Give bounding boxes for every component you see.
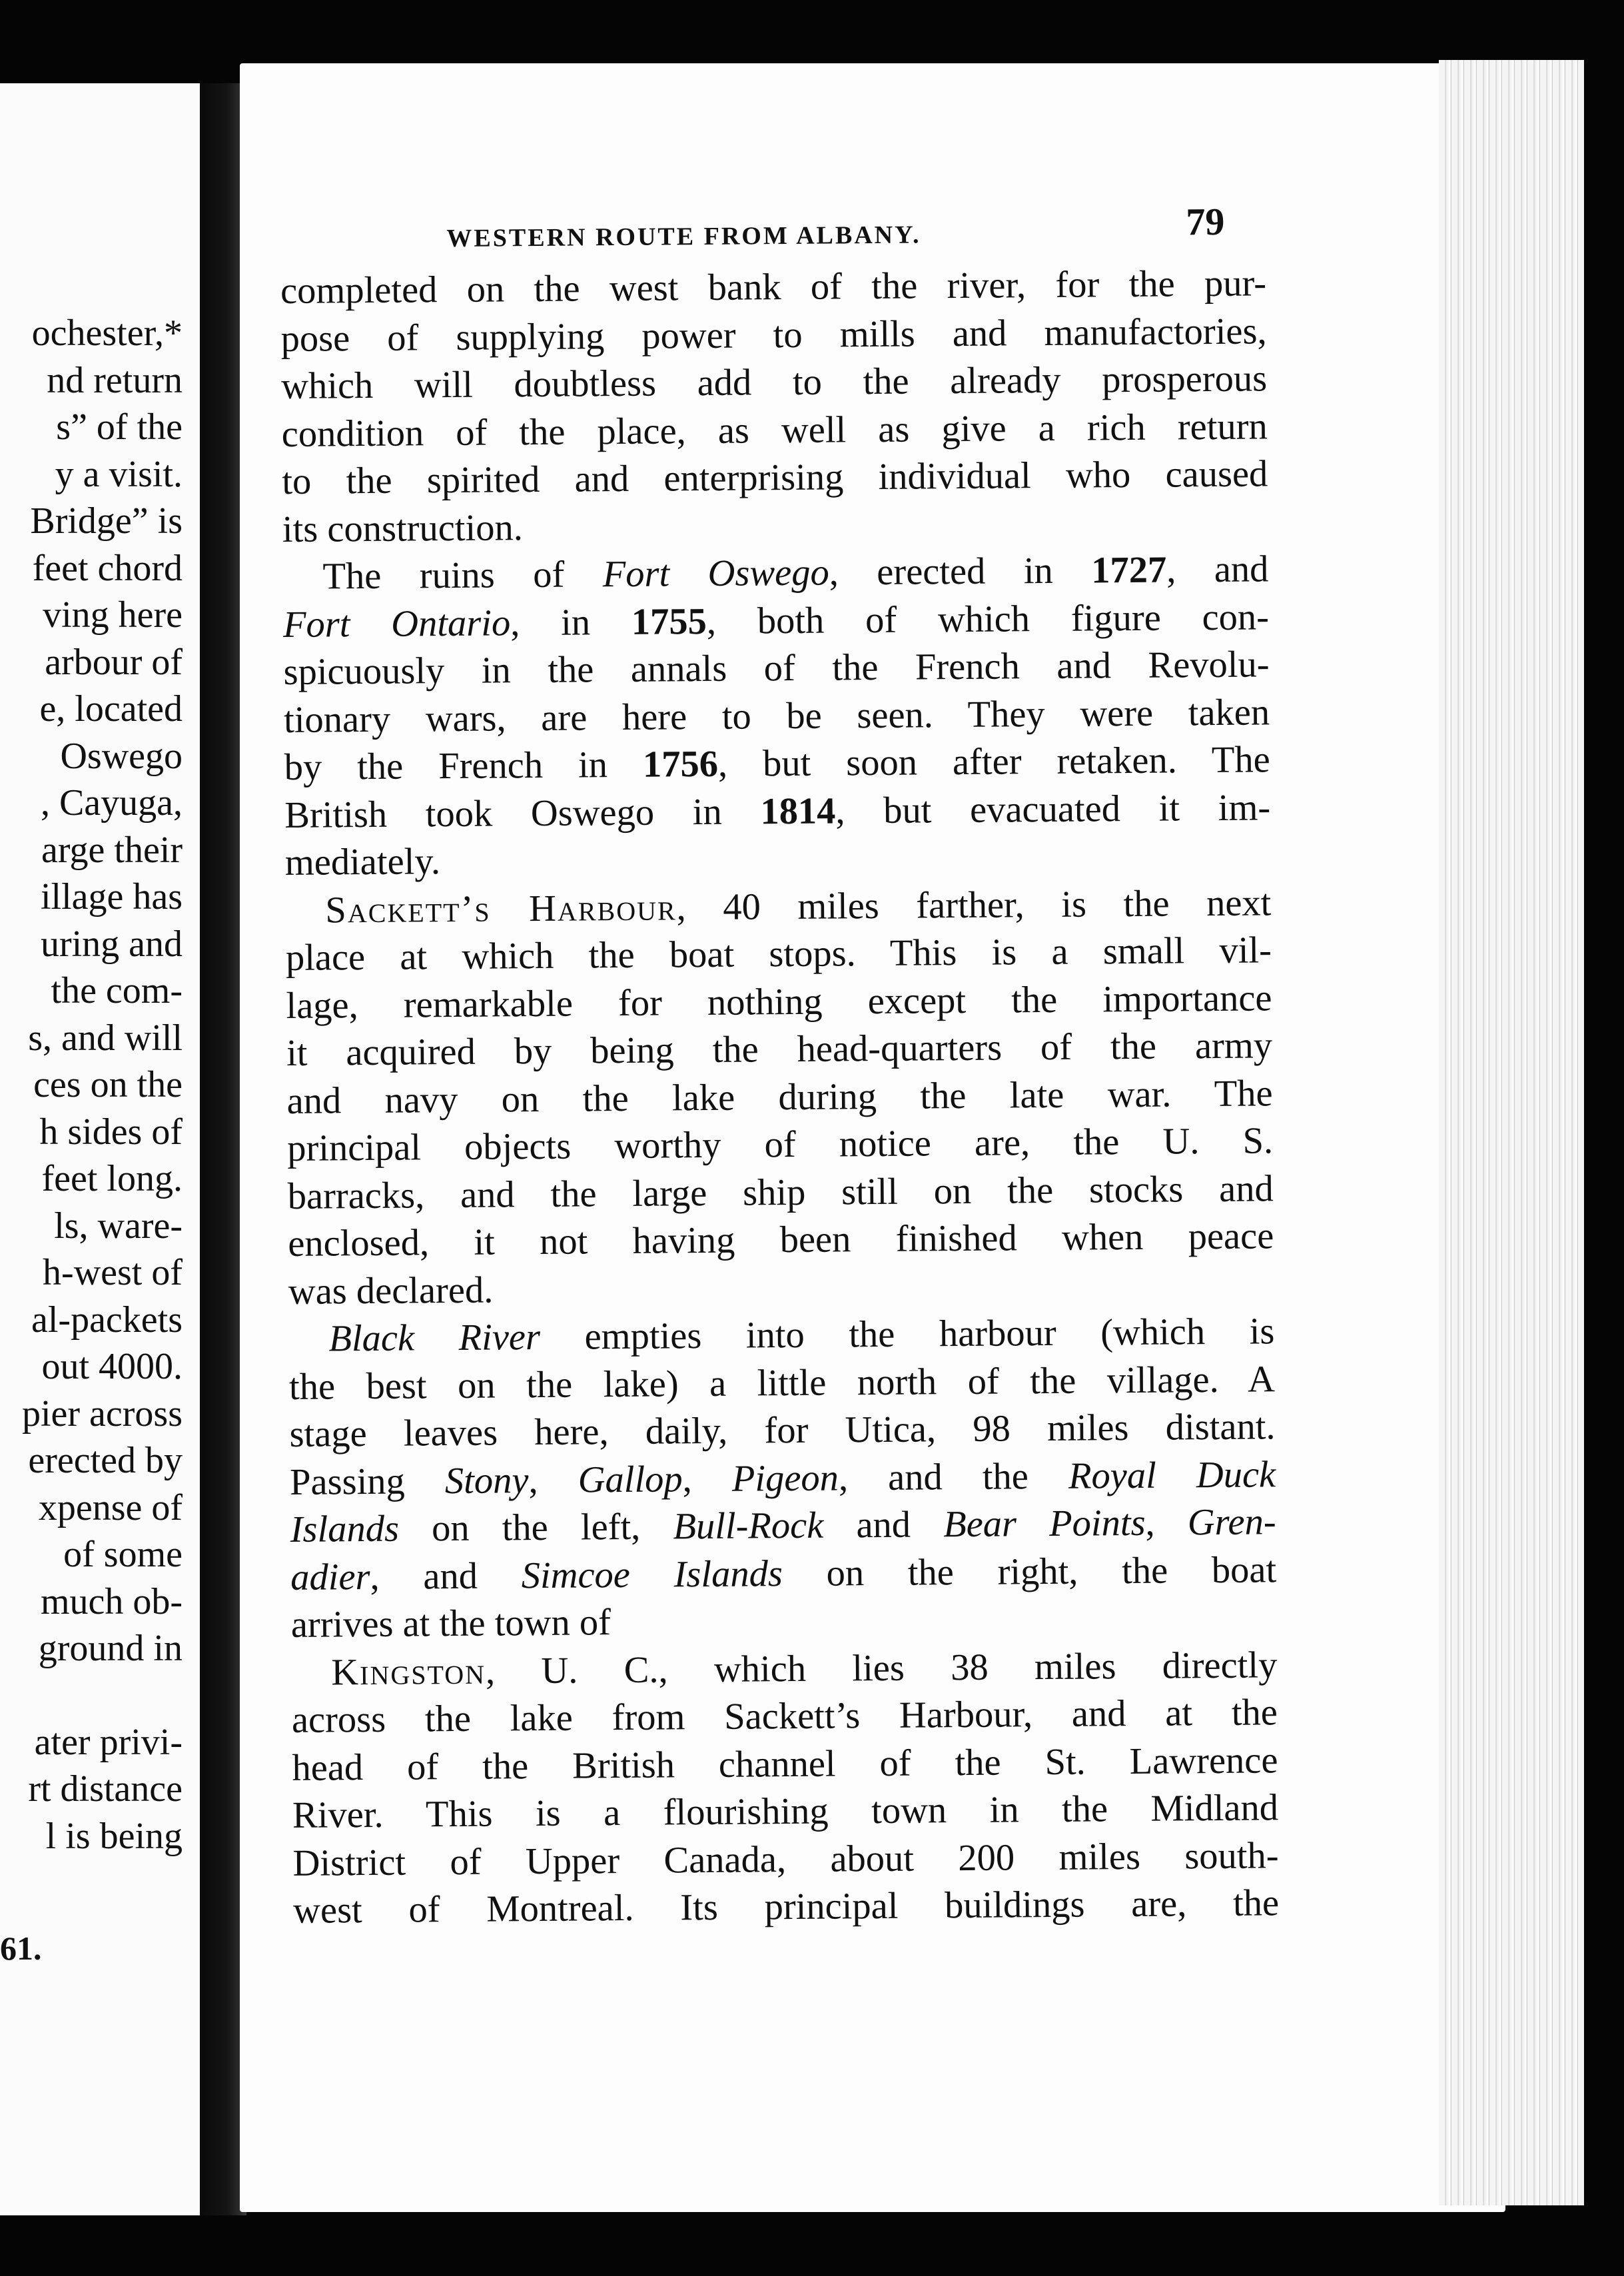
text-line: tionary wars, are here to be seen. They were taken (283, 691, 1270, 741)
left-page-text (0, 310, 183, 1860)
text-line: stage leaves here, daily, for Utica, 98 miles distant. (289, 1406, 1276, 1455)
left-line: illage has (40, 876, 183, 917)
left-line: xpense of (38, 1486, 183, 1528)
text-line: it acquired by being the head-quarters of the army (286, 1025, 1273, 1074)
paragraph-4 (288, 1308, 1277, 1649)
left-line: the com- (51, 970, 183, 1011)
text-line: place at which the boat stops. This is a small vil- (285, 929, 1272, 979)
text-line: principal objects worthy of notice are, the U. S. (286, 1120, 1274, 1169)
left-line: ochester,* (31, 312, 183, 354)
place-name: Kingston (331, 1650, 486, 1693)
text-line: Fort Ontario, in 1755, both of which figure con- (282, 596, 1270, 646)
paragraph-2 (282, 546, 1271, 887)
page-number: 79 (1186, 199, 1225, 244)
left-line: Oswego (60, 735, 183, 777)
text-line: Passing Stony, Gallop, Pigeon, and the Royal Duck (289, 1453, 1276, 1503)
text-line: lage, remarkable for nothing except the importance (286, 977, 1272, 1027)
left-line: s” of the (56, 406, 183, 448)
left-line: ground in (38, 1628, 183, 1669)
text-line: head of the British channel of the St. Lawrence (292, 1739, 1278, 1789)
left-line: ater privi- (34, 1721, 183, 1763)
text-line: adier, and Simcoe Islands on the right, the boat (290, 1548, 1277, 1598)
left-line: feet chord (32, 547, 183, 589)
text-line: River. This is a flourishing town in the Midland (292, 1787, 1279, 1836)
text-line: enclosed, it not having been finished when peace (288, 1215, 1274, 1265)
left-line: ving here (43, 594, 183, 636)
left-line: Bridge” is (30, 500, 183, 542)
left-line: al-packets (31, 1299, 183, 1341)
left-line: h-west of (43, 1252, 183, 1293)
paragraph-3 (285, 879, 1274, 1316)
text-line: completed on the west bank of the river, for the pur- (280, 263, 1267, 312)
text-line: west of Montreal. Its principal buildings are, the (292, 1882, 1280, 1932)
text-line: pose of supplying power to mills and manufactories, (280, 310, 1267, 360)
paragraph-5 (291, 1642, 1279, 1936)
text-line: condition of the place, as well as give a rich return (281, 405, 1268, 455)
paragraph-1 (280, 260, 1268, 554)
left-line: much ob- (40, 1580, 183, 1622)
text-line: its construction. (282, 506, 524, 550)
left-line-gap (0, 1672, 183, 1719)
left-line: ls, ware- (54, 1205, 183, 1247)
text-line: Kingston, U. C., which lies 38 miles directly (331, 1644, 1278, 1693)
text-line: barracks, and the large ship still on the stocks and (287, 1167, 1274, 1217)
left-page-folio: 61. (0, 1930, 42, 1967)
place-name: Sackett’s Harbour (325, 886, 677, 931)
text-line: The ruins of Fort Oswego, erected in 1727, and (322, 548, 1269, 598)
left-line: out 4000. (41, 1346, 183, 1387)
left-line: uring and (40, 923, 183, 965)
left-line: erected by (28, 1440, 183, 1481)
left-line: arge their (41, 829, 183, 871)
text-line: across the lake from Sackett’s Harbour, and at the (291, 1692, 1278, 1741)
page-text-column (280, 192, 1279, 1935)
text-line: Black River empties into the harbour (which is (328, 1311, 1275, 1360)
left-line: y a visit. (55, 453, 183, 495)
running-head (280, 192, 1266, 253)
left-line: l is being (45, 1815, 183, 1857)
text-line: to the spirited and enterprising individual who caused (282, 453, 1268, 502)
left-line: ces on the (33, 1064, 183, 1105)
text-line: was declared. (288, 1269, 494, 1313)
running-title: WESTERN ROUTE FROM ALBANY. (446, 221, 921, 253)
text-line: District of Upper Canada, about 200 miles south- (292, 1834, 1279, 1884)
left-line: s, and will (28, 1017, 183, 1059)
left-line: feet long. (41, 1158, 183, 1199)
left-line: h sides of (39, 1111, 183, 1153)
text-line: by the French in 1756, but soon after retaken. The (284, 739, 1270, 788)
text-line: and navy on the lake during the late war. The (286, 1072, 1273, 1122)
text-line: British took Oswego in 1814, but evacuated it im- (284, 786, 1271, 836)
text-line: mediately. (284, 841, 441, 883)
text-line: the best on the lake) a little north of the village. A (288, 1358, 1276, 1408)
text-line: Sackett’s Harbour, 40 miles farther, is the next (325, 881, 1272, 931)
text-line: Islands on the left, Bull-Rock and Bear Points, Gren- (290, 1501, 1276, 1550)
left-line: nd return (47, 359, 183, 401)
text-line: which will doubtless add to the already prosperous (280, 358, 1268, 407)
left-line: arbour of (45, 641, 183, 683)
left-facing-page (0, 83, 200, 2215)
left-line: rt distance (28, 1768, 183, 1810)
left-line: pier across (21, 1393, 183, 1434)
text-line: spicuously in the annals of the French and Revolu- (283, 644, 1270, 693)
left-line: of some (63, 1534, 183, 1575)
text-line: arrives at the town of (290, 1602, 611, 1646)
left-line: , Cayuga, (40, 782, 183, 824)
page-edges (1439, 60, 1584, 2205)
left-line: e, located (39, 688, 183, 730)
